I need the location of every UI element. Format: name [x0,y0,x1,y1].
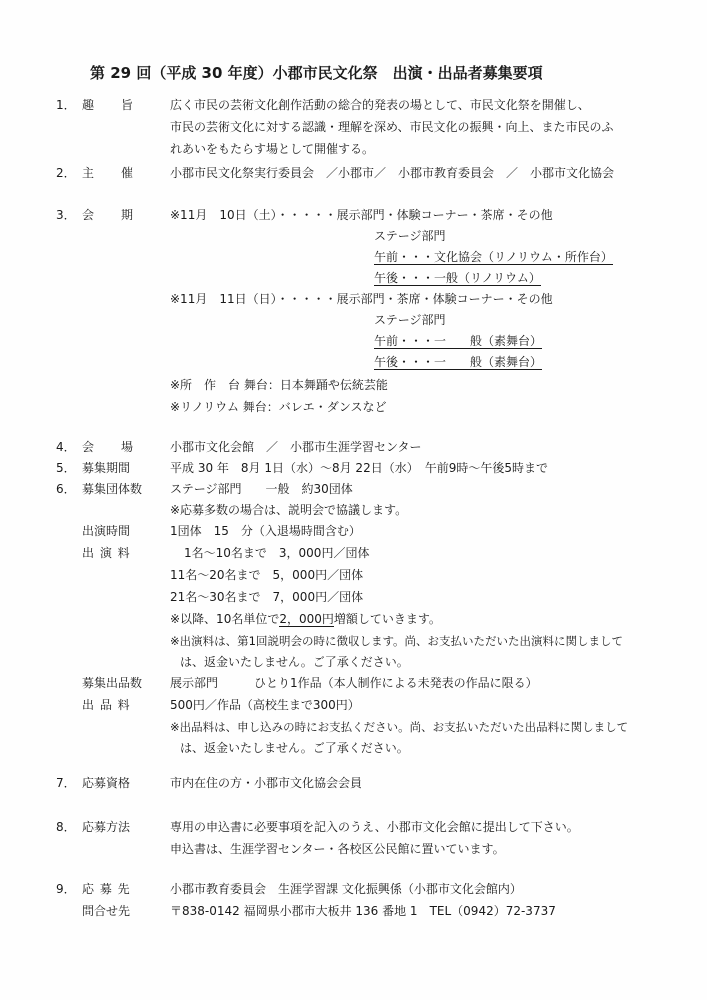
submission-value: 小郡市教育委員会 生涯学習課 文化振興係（小郡市文化会館内） [170,882,522,896]
purpose-line-1: 広く市民の芸術文化創作活動の総合的発表の場として、市民文化祭を開催し、 [170,98,590,112]
eligibility-value: 市内在住の方・小郡市文化協会会員 [170,776,363,790]
day2-stage: ステージ部門 [374,313,446,327]
contact-value: 〒838-0142 福岡県小郡市大板井 136 番地 1 TEL（0942）72-3737 [170,904,556,918]
section-3-label: 会 期 [82,208,135,222]
section-6-number: 6． [56,482,76,496]
section-1-number: 1． [56,98,76,112]
section-1-label: 趣 旨 [82,98,135,112]
venue-value: 小郡市文化会館 ／ 小郡市生涯学習センター [170,440,422,454]
day1-date: ※11月 10日（土）・・・・・展示部門・体験コーナー・茶席・その他 [170,208,553,222]
fee-collection-note-2: は、返金いたしません。ご了承ください。 [180,655,409,669]
contact-label: 問合せ先 [82,904,131,918]
section-5-label: 募集期間 [82,461,131,475]
stage-note-1: ※所 作 台 舞台：日本舞踊や伝統芸能 [170,378,388,392]
exhibit-fee-value: 500円／作品（高校生まで300円） [170,698,360,712]
purpose-line-3: れあいをもたらす場として開催する。 [170,142,375,156]
application-line-2: 申込書は、生涯学習センター・各校区公民館に置いています。 [170,842,505,856]
section-5-number: 5． [56,461,76,475]
exhibit-fee-label: 出 品 料 [82,698,131,712]
section-2-number: 2． [56,166,76,180]
section-7-label: 応募資格 [82,776,131,790]
page-title: 第 29 回（平成 30 年度）小郡市民文化祭 出演・出品者募集要項 [90,64,543,82]
day2-date: ※11月 11日（日）・・・・・展示部門・茶席・体験コーナー・その他 [170,292,553,306]
performance-time-label: 出演時間 [82,524,131,538]
fee-tier-3: 21名～30名まで 7，000円／団体 [170,590,364,604]
fee-tier-2: 11名～20名まで 5，000円／団体 [170,568,364,582]
groups-value: ステージ部門 一般 約30団体 [170,482,353,496]
fee-increment-pre: ※以降、10名単位で [170,612,280,626]
day2-morning: 午前・・・一 般（素舞台） [374,334,543,348]
section-4-number: 4． [56,440,76,454]
fee-increment-amount: 2，000円 [279,612,334,626]
day2-afternoon: 午後・・・一 般（素舞台） [374,355,543,369]
exhibit-fee-note-2: は、返金いたしません。ご了承ください。 [180,741,409,755]
section-9-label: 応 募 先 [82,882,131,896]
day1-stage: ステージ部門 [374,229,446,243]
performance-fee-label: 出 演 料 [82,546,131,560]
purpose-line-2: 市民の芸術文化に対する認識・理解を深め、市民文化の振興・向上、また市民のふ [170,120,614,134]
fee-increment-post: 増額していきます。 [333,612,441,626]
section-2-label: 主 催 [82,166,135,180]
fee-tier-1: 1名～10名まで 3，000円／団体 [184,546,370,560]
performance-time-value: 1団体 15 分（入退場時間含む） [170,524,361,538]
fee-increment-note [170,612,441,626]
section-9-number: 9． [56,882,76,896]
groups-note: ※応募多数の場合は、説明会で協議します。 [170,503,408,517]
section-4-label: 会 場 [82,440,135,454]
organizer-value: 小郡市民文化祭実行委員会 ／小郡市／ 小郡市教育委員会 ／ 小郡市文化協会 [170,166,615,180]
day1-afternoon: 午後・・・一般（リノリウム） [374,271,541,285]
section-8-number: 8． [56,820,76,834]
works-count-value: 展示部門 ひとり1作品（本人制作による未発表の作品に限る） [170,676,538,690]
section-6-label: 募集団体数 [82,482,143,496]
day1-morning: 午前・・・文化協会（リノリウム・所作台） [374,250,613,264]
stage-note-2: ※リノリウム 舞台：バレエ・ダンスなど [170,400,387,414]
period-value: 平成 30 年 8月 1日（水）～8月 22日（水） 午前9時～午後5時まで [170,461,548,475]
exhibit-fee-note-1: ※出品料は、申し込みの時にお支払ください。尚、お支払いただいた出品料に関しまして [170,720,629,734]
section-3-number: 3． [56,208,76,222]
section-8-label: 応募方法 [82,820,131,834]
section-7-number: 7． [56,776,76,790]
fee-collection-note-1: ※出演料は、第1回説明会の時に徴収します。尚、お支払いただいた出演料に関しまして [170,634,624,648]
works-count-label: 募集出品数 [82,676,143,690]
application-line-1: 専用の申込書に必要事項を記入のうえ、小郡市文化会館に提出して下さい。 [170,820,579,834]
